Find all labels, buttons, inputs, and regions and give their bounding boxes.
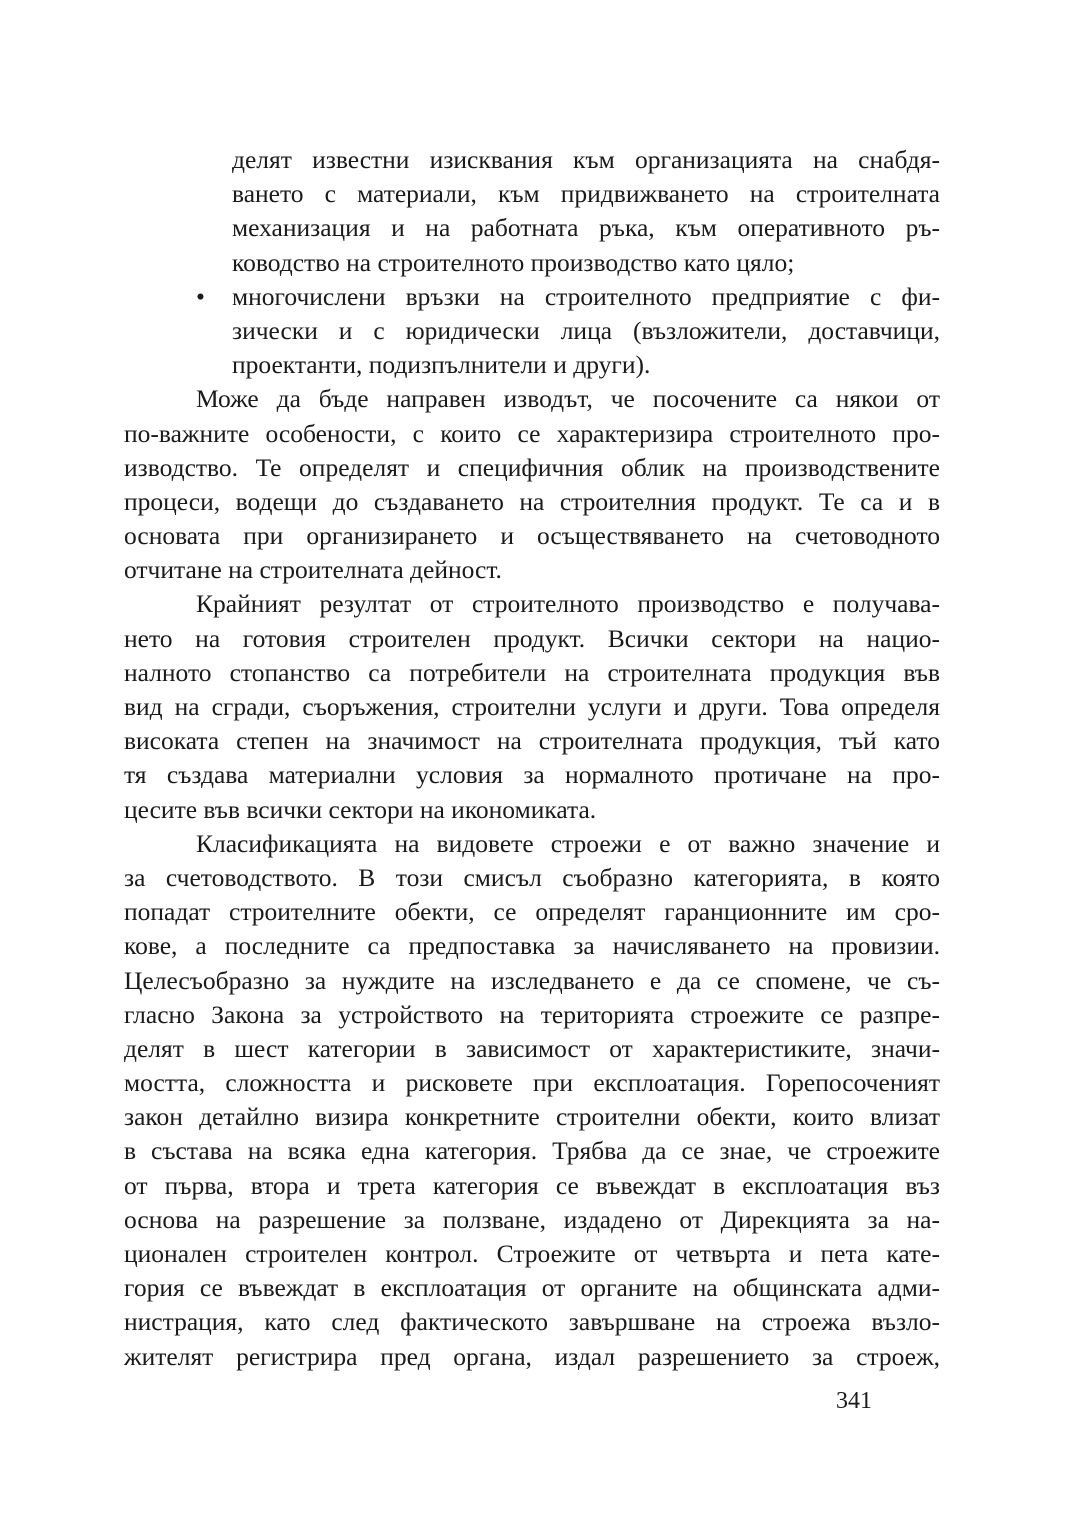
text-line: от първа, втора и трета категория се въвеждат в експлоатация въз: [124, 1170, 940, 1200]
text-line: мостта, сложността и рисковете при експлоатация. Горепосоченият: [124, 1068, 940, 1098]
text-line: основата при организирането и осъществяването на счетоводното: [124, 521, 940, 551]
text-line: за счетоводството. В този смисъл съобразно категорията, в която: [124, 862, 940, 892]
text-line: зически и с юридически лица (възложители, доставчици,: [232, 315, 940, 345]
text-line: ването с материали, към придвижването на строителната: [232, 179, 940, 209]
text-line: ционален строителен контрол. Строежите от четвърта и пета кате-: [124, 1239, 940, 1268]
bullet-icon: •: [196, 281, 205, 311]
text-line: процеси, водещи до създаването на строителния продукт. Те са и в: [124, 486, 940, 516]
text-line: налното стопанство са потребители на строителната продукция във: [124, 657, 940, 687]
text-line: жителят регистрира пред органа, издал разрешението за строеж,: [124, 1341, 940, 1371]
text-line: цесите във всички сектори на икономиката.: [124, 794, 597, 824]
text-line: проектанти, подизпълнители и други).: [232, 350, 651, 380]
text-line: делят известни изисквания към организацията на снабдя-: [232, 145, 940, 174]
text-line: многочислени връзки на строителното предприятие с фи-: [232, 281, 940, 311]
text-line: нето на готовия строителен продукт. Всички сектори на нацио-: [124, 623, 940, 653]
text-line: в състава на всяка една категория. Трябва да се знае, че строежите: [124, 1136, 940, 1166]
text-line: изводство. Те определят и специфичния облик на производствените: [124, 452, 940, 482]
text-line: закон детайлно визира конкретните строителни обекти, които влизат: [124, 1102, 940, 1132]
text-line: Крайният резултат от строителното производство е получава-: [196, 589, 940, 619]
text-line: гория се въвеждат в експлоатация от органите на общинската адми-: [124, 1273, 940, 1303]
paragraph: [124, 382, 940, 587]
text-line: делят в шест категории в зависимост от характеристиките, значи-: [124, 1033, 940, 1063]
bullet-item: [124, 280, 940, 383]
paragraph: [124, 827, 940, 1374]
page-number: 341: [836, 1388, 872, 1414]
text-line: по-важните особености, с които се характеризира строителното про-: [124, 418, 940, 448]
text-line: ководство на строителното производство като цяло;: [232, 247, 795, 277]
text-line: основа на разрешение за ползване, издадено от Дирекцията за на-: [124, 1204, 940, 1234]
document-page: [124, 143, 940, 1374]
text-line: отчитане на строителната дейност.: [124, 555, 502, 585]
text-line: кове, а последните са предпоставка за начисляването на провизии.: [124, 931, 940, 961]
text-line: механизация и на работната ръка, към оперативното ръ-: [232, 213, 940, 243]
text-line: Целесъобразно за нуждите на изследването е да се спомене, че съ-: [124, 965, 940, 995]
text-line: Може да бъде направен изводът, че посочените са някои от: [196, 384, 940, 414]
text-line: тя създава материални условия за нормалното протичане на про-: [124, 760, 940, 790]
bullet-continuation: [124, 143, 940, 280]
text-line: високата степен на значимост на строителната продукция, тъй като: [124, 726, 940, 756]
text-line: попадат строителните обекти, се определят гаранционните им сро-: [124, 897, 940, 927]
paragraph: [124, 587, 940, 826]
text-line: нистрация, като след фактическото завършване на строежа възло-: [124, 1307, 940, 1337]
text-line: Класификацията на видовете строежи е от важно значение и: [196, 828, 940, 858]
text-line: вид на сгради, съоръжения, строителни услуги и други. Това определя: [124, 692, 940, 721]
text-line: гласно Закона за устройството на територията строежите се разпре-: [124, 999, 940, 1029]
